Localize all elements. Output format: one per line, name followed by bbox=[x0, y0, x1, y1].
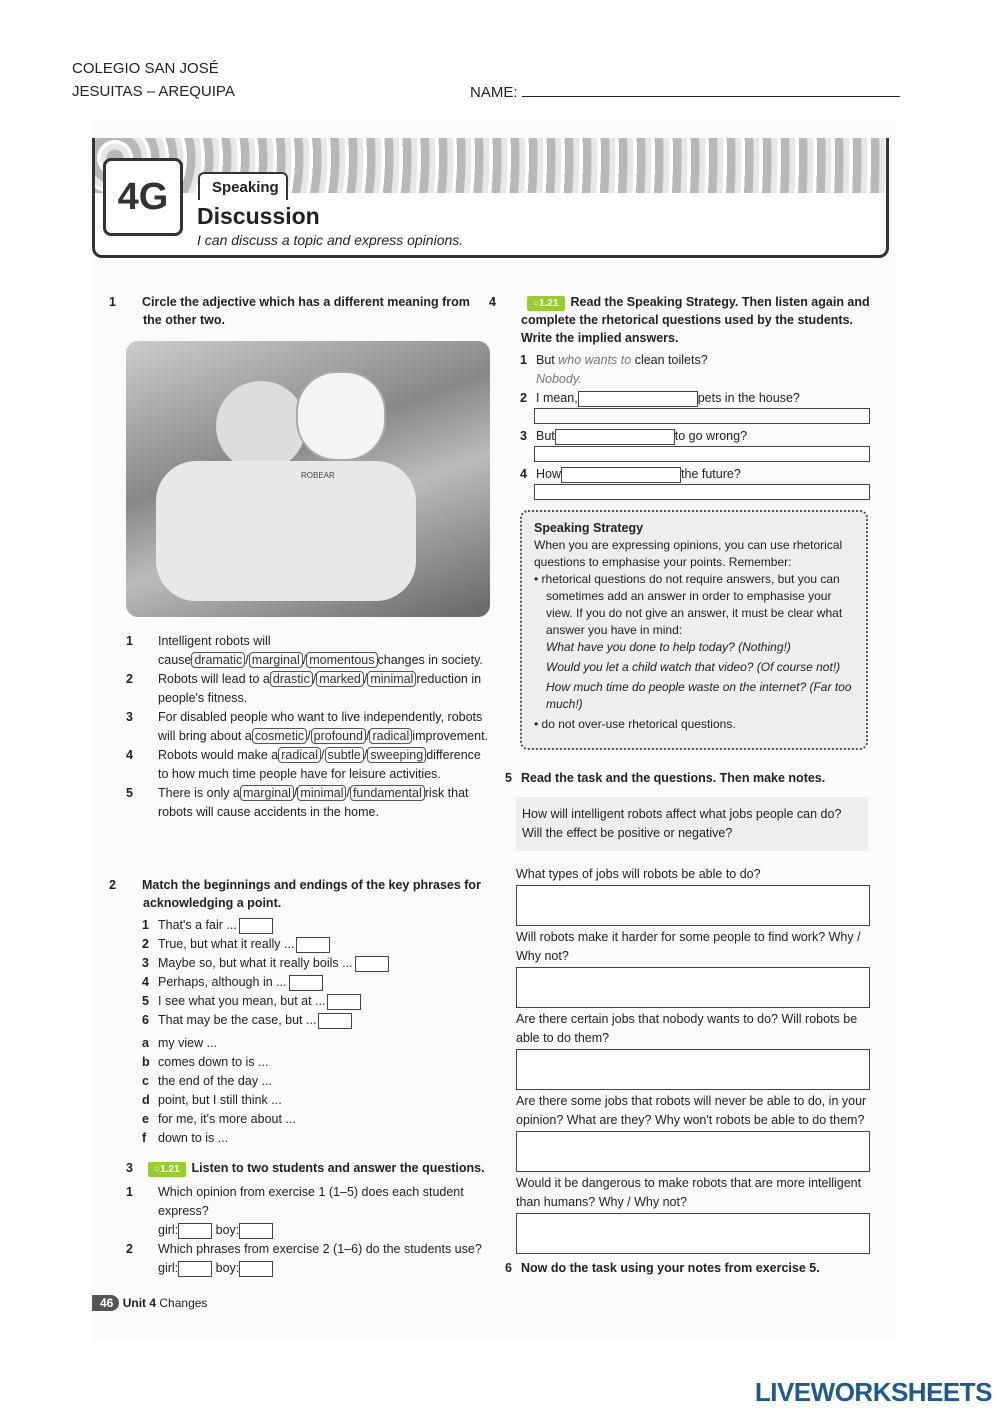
ex3-instruction bbox=[126, 1159, 496, 1177]
ex1-items bbox=[126, 632, 492, 822]
bullet-text: rhetorical questions do not require answers, but you can sometimes add an answer in order to emphasise your view. If you do not give an answer, it must be clear what answer you have in mind: bbox=[541, 572, 843, 637]
item-post: difference to how much time people have for leisure activities. bbox=[158, 748, 481, 781]
item-text: True, but what it really ... bbox=[158, 937, 295, 951]
ex3-text: Listen to two students and answer the questions. bbox=[191, 1161, 485, 1175]
strategy-example: How much time do people waste on the internet? (Far too much!) bbox=[546, 680, 852, 711]
item-text: Maybe so, but what it really boils ... bbox=[158, 956, 353, 970]
item-post: changes in society. bbox=[377, 653, 483, 667]
ex6-instruction bbox=[505, 1259, 820, 1277]
item-text: point, but I still think ... bbox=[158, 1093, 282, 1107]
adjective-option[interactable]: minimal bbox=[297, 785, 346, 801]
match-answer-box[interactable] bbox=[355, 956, 389, 972]
rhetorical-question bbox=[520, 389, 872, 408]
item-post: improvement. bbox=[412, 729, 489, 743]
item-text: Which phrases from exercise 2 (1–6) do the students use? bbox=[158, 1242, 482, 1256]
item-pre: But bbox=[536, 429, 555, 443]
question-gap-input[interactable] bbox=[561, 467, 681, 483]
girl-label: girl: bbox=[158, 1223, 179, 1237]
ex1-item: 4 Robots would make a radical / subtle / sweeping difference to how much time people have for leisure activities. bbox=[126, 748, 481, 781]
item-post: reduction in people's fitness. bbox=[158, 672, 482, 705]
phrase-beginning bbox=[142, 916, 482, 935]
item-text: That's a fair ... bbox=[158, 918, 237, 932]
rhetorical-question bbox=[520, 465, 872, 484]
phrase-ending bbox=[142, 1110, 482, 1129]
ex4-question-list bbox=[520, 389, 872, 500]
strategy-examples bbox=[534, 639, 854, 713]
item-post: to go wrong? bbox=[674, 429, 748, 443]
audio-track-badge[interactable]: ○1.21 bbox=[148, 1162, 186, 1177]
item-number: 6 bbox=[142, 1013, 149, 1027]
item-text: down to is ... bbox=[158, 1131, 229, 1145]
girl-answer-1[interactable] bbox=[178, 1223, 212, 1239]
ex4-items bbox=[520, 351, 872, 503]
notes-input[interactable] bbox=[516, 967, 870, 1008]
ex1-text: Circle the adjective which has a different meaning from the other two. bbox=[142, 295, 470, 327]
strategy-example: What have you done to help today? (Nothing!) bbox=[546, 640, 791, 654]
item-letter: e bbox=[142, 1112, 149, 1126]
phrase-beginning bbox=[142, 992, 482, 1011]
adjective-option[interactable]: radical bbox=[278, 747, 321, 763]
item-number: 1 bbox=[520, 353, 527, 367]
item-number: 2 bbox=[520, 391, 527, 405]
item-post: risk that robots will cause accidents in the home. bbox=[158, 786, 469, 819]
adjective-option[interactable]: marginal bbox=[249, 652, 303, 668]
adjective-option[interactable]: cosmetic bbox=[252, 728, 307, 744]
girl-label: girl: bbox=[158, 1261, 179, 1275]
ex1-item: 1 Intelligent robots will cause dramatic / marginal / momentous changes in society. bbox=[126, 634, 483, 667]
robot-label: ROBEAR bbox=[301, 471, 335, 480]
notes-input[interactable] bbox=[516, 885, 870, 926]
notes-question: Are there some jobs that robots will never be able to do, in your opinion? What are they? Why won't robots be able to do them? bbox=[516, 1094, 867, 1127]
adjective-option[interactable]: subtle bbox=[325, 747, 364, 763]
item-pre: There is only a bbox=[158, 786, 240, 800]
ex3-item bbox=[126, 1240, 482, 1259]
item-number: 5 bbox=[126, 786, 133, 800]
ex1-item: 3 For disabled people who want to live independently, robots will bring about a cosmetic / profound / radical improvement. bbox=[126, 710, 489, 743]
ex4-example bbox=[520, 351, 872, 370]
item-number: 4 bbox=[126, 748, 133, 762]
adjective-option[interactable]: radical bbox=[369, 728, 412, 744]
item-number: 3 bbox=[520, 429, 527, 443]
page-footer bbox=[92, 1296, 207, 1310]
item-number: 1 bbox=[126, 1185, 133, 1199]
item-number: 5 bbox=[142, 994, 149, 1008]
item-post: clean toilets? bbox=[634, 353, 708, 367]
notes-input[interactable] bbox=[516, 1049, 870, 1090]
ex5-questions bbox=[516, 865, 872, 1256]
item-text: comes down to is ... bbox=[158, 1055, 269, 1069]
lesson-code: 4G bbox=[103, 158, 183, 236]
audio-track: 1.21 bbox=[160, 1164, 180, 1175]
item-number: 1 bbox=[142, 918, 149, 932]
item-text: I see what you mean, but at ... bbox=[158, 994, 326, 1008]
strategy-example: Would you let a child watch that video? (Of course not!) bbox=[546, 660, 841, 674]
implied-answer-input[interactable] bbox=[534, 408, 870, 424]
ex4-text: Read the Speaking Strategy. Then listen again and complete the rhetorical questions used by the students. Write the implied answers. bbox=[521, 295, 870, 345]
unit-label: Unit 4 bbox=[122, 1296, 157, 1310]
item-text: That may be the case, but ... bbox=[158, 1013, 317, 1027]
phrase-beginning bbox=[142, 1011, 482, 1030]
implied-answer-input[interactable] bbox=[534, 484, 870, 500]
ex3-items bbox=[126, 1183, 482, 1278]
phrase-ending bbox=[142, 1034, 482, 1053]
rhetorical-question bbox=[520, 427, 872, 446]
school-name: COLEGIO SAN JOSÉ bbox=[72, 60, 219, 77]
ex4-number: 4 bbox=[489, 295, 496, 309]
item-number: 3 bbox=[126, 710, 133, 724]
item-number: 4 bbox=[520, 467, 527, 481]
item-letter: d bbox=[142, 1093, 150, 1107]
adjective-option[interactable]: marked bbox=[316, 671, 364, 687]
adjective-option[interactable]: drastic bbox=[270, 671, 313, 687]
match-answer-box[interactable] bbox=[289, 975, 323, 991]
ex1-item: 5 There is only a marginal / minimal / fundamental risk that robots will cause accidents in the home. bbox=[126, 786, 469, 819]
adjective-option[interactable]: momentous bbox=[306, 652, 377, 668]
phrase-ending bbox=[142, 1072, 482, 1091]
item-text: my view ... bbox=[158, 1036, 218, 1050]
speaking-strategy-box bbox=[520, 510, 868, 750]
item-pre: Robots will lead to a bbox=[158, 672, 270, 686]
item-letter: c bbox=[142, 1074, 149, 1088]
item-letter: b bbox=[142, 1055, 150, 1069]
ex6-number: 6 bbox=[505, 1261, 512, 1275]
lesson-title: Discussion bbox=[197, 203, 320, 229]
item-number: 2 bbox=[126, 1242, 133, 1256]
item-text: Which opinion from exercise 1 (1–5) does each student express? bbox=[158, 1185, 464, 1218]
phrase-ending bbox=[142, 1129, 482, 1148]
robot-photo bbox=[126, 341, 490, 617]
strategy-title: Speaking Strategy bbox=[534, 521, 644, 535]
boy-label: boy: bbox=[215, 1261, 240, 1275]
section-tab: Speaking bbox=[198, 172, 288, 200]
phrase-beginning bbox=[142, 954, 482, 973]
question-gap-input[interactable] bbox=[578, 391, 698, 407]
item-pre: I mean, bbox=[536, 391, 578, 405]
phrase-ending bbox=[142, 1053, 482, 1072]
item-pre: For disabled people who want to live independently, robots will bring about a bbox=[158, 710, 483, 743]
phrase-beginning bbox=[142, 935, 482, 954]
item-text: for me, it's more about ... bbox=[158, 1112, 296, 1126]
boy-answer-1[interactable] bbox=[239, 1223, 273, 1239]
lesson-subtitle: I can discuss a topic and express opinions. bbox=[197, 232, 464, 248]
item-number: 2 bbox=[126, 672, 133, 686]
notes-question: Would it be dangerous to make robots that are more intelligent than humans? Why / Why not? bbox=[516, 1176, 862, 1209]
adjective-option[interactable]: profound bbox=[311, 728, 366, 744]
girl-answer-2[interactable] bbox=[178, 1261, 212, 1277]
question-gap-input[interactable] bbox=[555, 429, 675, 445]
strategy-bullet: • do not over-use rhetorical questions. bbox=[534, 717, 736, 731]
match-answer-box[interactable] bbox=[296, 937, 330, 953]
ex5-number: 5 bbox=[505, 771, 512, 785]
item-text: the end of the day ... bbox=[158, 1074, 272, 1088]
item-letter: f bbox=[142, 1131, 147, 1145]
notes-input[interactable] bbox=[516, 1131, 870, 1172]
school-subtitle: JESUITAS – AREQUIPA bbox=[72, 83, 235, 100]
ex2-beginnings bbox=[142, 916, 482, 1030]
person-head bbox=[216, 381, 306, 471]
audio-track: 1.21 bbox=[539, 298, 559, 309]
page-number: 46 bbox=[92, 1295, 119, 1311]
notes-question: Are there certain jobs that nobody wants to do? Will robots be able to do them? bbox=[516, 1012, 858, 1045]
ex3-answers-1 bbox=[142, 1221, 482, 1240]
match-answer-box[interactable] bbox=[327, 994, 361, 1010]
item-number: 1 bbox=[126, 634, 133, 648]
item-pre: Intelligent robots will cause bbox=[158, 634, 271, 667]
unit-title: Changes bbox=[159, 1296, 208, 1310]
ex3-answers-2 bbox=[142, 1259, 482, 1278]
notes-question: Will robots make it harder for some people to find work? Why / Why not? bbox=[516, 930, 861, 963]
robot-head bbox=[296, 371, 386, 461]
ex1-number: 1 bbox=[109, 295, 116, 309]
ex5-task: How will intelligent robots affect what jobs people can do? Will the effect be positive or negative? bbox=[516, 797, 868, 851]
implied-answer-input[interactable] bbox=[534, 446, 870, 462]
item-text: Perhaps, although in ... bbox=[158, 975, 287, 989]
ex2-text: Match the beginnings and endings of the key phrases for acknowledging a point. bbox=[142, 878, 481, 910]
adjective-option[interactable]: minimal bbox=[367, 671, 416, 687]
name-field[interactable] bbox=[470, 83, 900, 101]
notes-question: What types of jobs will robots be able to do? bbox=[516, 867, 761, 881]
match-answer-box[interactable] bbox=[239, 918, 273, 934]
item-number: 2 bbox=[142, 937, 149, 951]
phrase-beginning bbox=[142, 973, 482, 992]
ex2-endings bbox=[142, 1034, 482, 1148]
notes-input[interactable] bbox=[516, 1213, 870, 1254]
name-label: NAME: bbox=[470, 84, 518, 101]
item-post: pets in the house? bbox=[697, 391, 800, 405]
adjective-option[interactable]: dramatic bbox=[191, 652, 245, 668]
name-line[interactable] bbox=[522, 83, 900, 97]
ex2-instruction bbox=[109, 876, 491, 912]
match-answer-box[interactable] bbox=[318, 1013, 352, 1029]
ex3-item bbox=[126, 1183, 482, 1221]
liveworksheets-logo: LIVEWORKSHEETS bbox=[754, 1377, 992, 1407]
adjective-option[interactable]: sweeping bbox=[367, 747, 426, 763]
ex5-text: Read the task and the questions. Then make notes. bbox=[521, 771, 826, 785]
item-pre: Robots would make a bbox=[158, 748, 279, 762]
item-letter: a bbox=[142, 1036, 149, 1050]
strategy-bullet: • rhetorical questions do not require answers, but you can sometimes add an answer in order to emphasise your view. If you do not give an answer, it must be clear what answer you have in mind: bbox=[534, 572, 843, 637]
adjective-option[interactable]: marginal bbox=[240, 785, 294, 801]
ex2-number: 2 bbox=[109, 878, 116, 892]
item-pre: How bbox=[536, 467, 562, 481]
ex5-instruction bbox=[505, 769, 825, 787]
boy-answer-2[interactable] bbox=[239, 1261, 273, 1277]
item-number: 3 bbox=[142, 956, 149, 970]
audio-track-badge[interactable]: ○1.21 bbox=[527, 296, 565, 311]
person-body bbox=[156, 461, 416, 601]
phrase-ending bbox=[142, 1091, 482, 1110]
strategy-intro: When you are expressing opinions, you can use rhetorical questions to emphasise your points. Remember: bbox=[534, 538, 843, 569]
adjective-option[interactable]: fundamental bbox=[350, 785, 425, 801]
example-answer: Nobody. bbox=[536, 372, 582, 386]
example-fill: who wants to bbox=[558, 353, 632, 367]
ex1-instruction bbox=[109, 293, 491, 329]
ex6-text: Now do the task using your notes from exercise 5. bbox=[521, 1261, 820, 1275]
boy-label: boy: bbox=[215, 1223, 240, 1237]
ex3-number: 3 bbox=[126, 1161, 133, 1175]
item-number: 4 bbox=[142, 975, 149, 989]
item-post: the future? bbox=[681, 467, 741, 481]
ex1-item: 2 Robots will lead to a drastic / marked / minimal reduction in people's fitness. bbox=[126, 672, 482, 705]
item-pre: But bbox=[536, 353, 555, 367]
ex4-instruction bbox=[489, 293, 873, 347]
bullet-text: do not over-use rhetorical questions. bbox=[541, 717, 736, 731]
